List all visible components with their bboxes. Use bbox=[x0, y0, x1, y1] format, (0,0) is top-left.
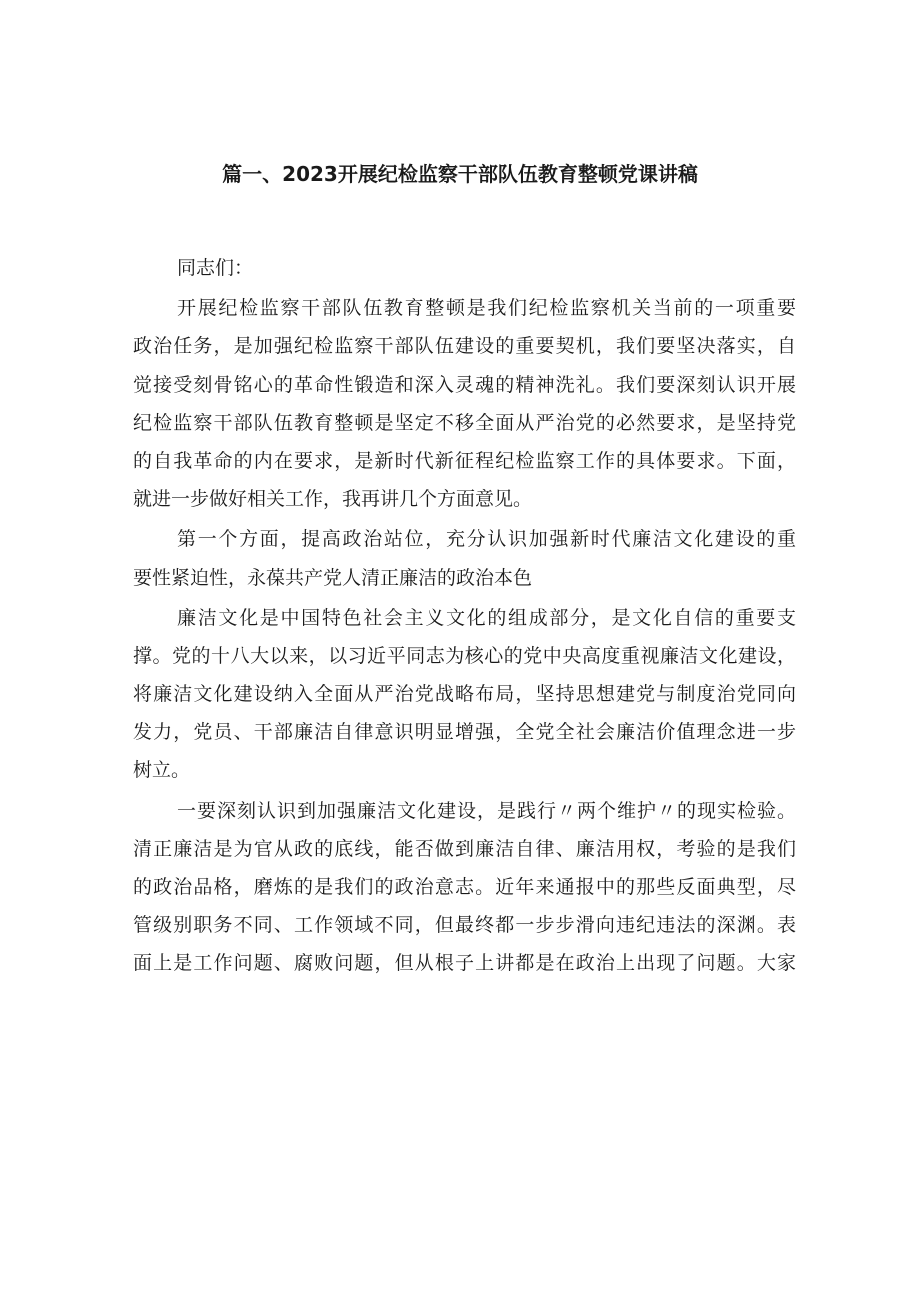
paragraph-line: 撑。党的十八大以来，以习近平同志为核心的党中央高度重视廉洁文化建设， bbox=[133, 644, 796, 667]
paragraph-line: 觉接受刻骨铭心的革命性锻造和深入灵魂的精神洗礼。我们要深刻认识开展 bbox=[133, 373, 796, 396]
document-body bbox=[133, 249, 796, 983]
paragraph-line: 一要深刻认识到加强廉洁文化建设，是践行〃两个维护〃的现实检验。 bbox=[177, 799, 796, 822]
paragraph-line: 政治任务，是加强纪检监察干部队伍建设的重要契机，我们要坚决落实，自 bbox=[133, 335, 796, 358]
paragraph-1 bbox=[133, 289, 796, 518]
paragraph-line: 树立。 bbox=[133, 759, 191, 782]
paragraph-line: 要性紧迫性，永葆共产党人清正廉洁的政治本色 bbox=[133, 566, 533, 589]
paragraph-4 bbox=[133, 792, 796, 983]
paragraph-3 bbox=[133, 599, 796, 790]
paragraph-line: 管级别职务不同、工作领域不同，但最终都一步步滑向违纪违法的深渊。表 bbox=[133, 914, 796, 937]
paragraph-line: 的自我革命的内在要求，是新时代新征程纪检监察工作的具体要求。下面， bbox=[133, 449, 796, 472]
paragraph-line: 就进一步做好相关工作，我再讲几个方面意见。 bbox=[133, 488, 533, 511]
document-title: 篇一、2023开展纪检监察干部队伍教育整顿党课讲稿 bbox=[222, 162, 698, 186]
paragraph-line: 清正廉洁是为官从政的底线，能否做到廉洁自律、廉洁用权，考验的是我们 bbox=[133, 837, 796, 860]
paragraph-line: 纪检监察干部队伍教育整顿是坚定不移全面从严治党的必然要求，是坚持党 bbox=[133, 411, 796, 434]
paragraph-line: 开展纪检监察干部队伍教育整顿是我们纪检监察机关当前的一项重要 bbox=[177, 297, 796, 320]
paragraph-line: 将廉洁文化建设纳入全面从严治党战略布局，坚持思想建党与制度治党同向 bbox=[133, 683, 796, 706]
salutation: 同志们： bbox=[177, 257, 254, 279]
paragraph-line: 廉洁文化是中国特色社会主义文化的组成部分，是文化自信的重要支 bbox=[177, 606, 796, 629]
paragraph-line: 第一个方面，提高政治站位，充分认识加强新时代廉洁文化建设的重 bbox=[177, 528, 796, 551]
paragraph-2 bbox=[133, 520, 796, 596]
paragraph-line: 发力，党员、干部廉洁自律意识明显增强，全党全社会廉洁价值理念进一步 bbox=[133, 721, 796, 744]
paragraph-line: 的政治品格，磨炼的是我们的政治意志。近年来通报中的那些反面典型，尽 bbox=[133, 876, 796, 898]
paragraph-line: 面上是工作问题、腐败问题，但从根子上讲都是在政治上出现了问题。大家 bbox=[133, 952, 796, 975]
